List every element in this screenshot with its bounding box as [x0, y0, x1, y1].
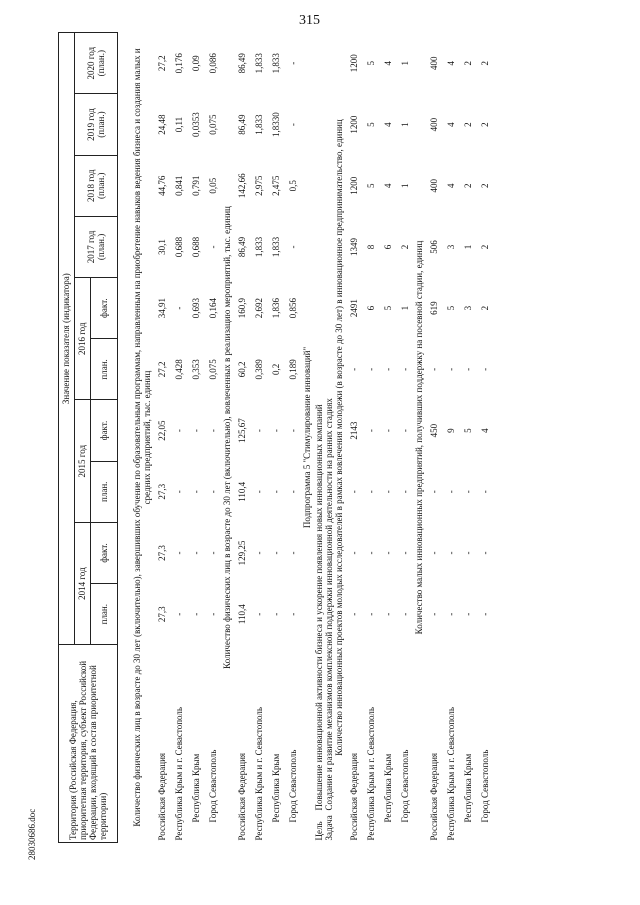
page-number: 315: [299, 13, 320, 28]
cell: -: [349, 490, 360, 494]
subprogram-title: Подпрограмма 5 "Стимулирование инноваций": [301, 346, 312, 529]
cell: 8: [366, 244, 377, 250]
row-label: Республика Крым и г. Севастополь: [254, 706, 265, 841]
cell: -: [366, 551, 377, 555]
cell: 1,833: [271, 236, 282, 258]
cell: -: [428, 551, 439, 555]
cell: -: [383, 490, 394, 494]
year-header-2020: 2020 год (план.): [75, 33, 118, 94]
cell: 4: [479, 428, 490, 433]
row-label: Российская Федерация: [157, 752, 168, 841]
cell: 129,25: [237, 540, 248, 566]
row-label: Город Севастополь: [400, 749, 411, 823]
indicator-value-header: Значение показателя (индикатора): [59, 33, 75, 645]
cell: 2: [462, 60, 473, 66]
cell: 86,49: [237, 236, 248, 258]
table-row: [380, 33, 397, 843]
cell: 5: [445, 305, 456, 311]
task-line: [324, 33, 334, 843]
cell: 4: [445, 122, 456, 127]
section-seed-stage-enterprises: [414, 33, 494, 843]
year-header-2017: 2017 год (план.): [75, 216, 118, 277]
cell: 1200: [349, 176, 360, 195]
table-row: [397, 33, 414, 843]
cell: 1200: [349, 54, 360, 73]
cell: -: [208, 490, 219, 494]
table-row: [426, 33, 443, 843]
cell: -: [174, 551, 185, 555]
cell: 9: [445, 428, 456, 433]
cell: 27,3: [157, 606, 168, 623]
cell: 0,09: [191, 55, 202, 72]
cell: 1200: [349, 115, 360, 134]
section-youth-involved: [222, 33, 302, 843]
cell: 5: [462, 428, 473, 433]
cell: -: [208, 245, 219, 249]
cell: 34,91: [157, 298, 168, 319]
cell: 1: [400, 122, 411, 127]
table-row: [234, 33, 251, 843]
cell: -: [271, 551, 282, 555]
cell: 400: [428, 117, 439, 132]
cell: 27,2: [157, 55, 168, 72]
cell: -: [462, 490, 473, 494]
table-row: [363, 33, 380, 843]
cell: 5: [366, 183, 377, 189]
row-label: Республика Крым: [462, 753, 473, 823]
cell: 0,841: [174, 175, 185, 196]
goal-line: [314, 33, 324, 843]
cell: 24,48: [157, 114, 168, 135]
cell: -: [445, 612, 456, 616]
cell: 0,791: [191, 175, 202, 196]
section-caption: Количество физических лиц в возрасте до 30 лет (включительно), вовлеченных в реализацию мероприятий, тыс. единиц: [221, 206, 232, 669]
indicator-table: [58, 32, 494, 843]
cell: 4: [383, 183, 394, 189]
fact-header: факт.: [91, 522, 118, 583]
row-label: Республика Крым и г. Севастополь: [174, 706, 185, 841]
document-code: 28030686.doc: [27, 808, 37, 860]
cell: -: [445, 490, 456, 494]
table-header: [59, 33, 118, 843]
cell: -: [462, 551, 473, 555]
cell: 0,353: [191, 359, 202, 380]
year-header-2019: 2019 год (план.): [75, 94, 118, 155]
cell: 1349: [349, 237, 360, 256]
cell: 0,075: [208, 359, 219, 380]
cell: 2: [479, 244, 490, 250]
cell: 27,3: [157, 545, 168, 561]
task-text: Создание и развитие механизмов комплексной поддержки инновационной деятельности на ранних стадиях: [323, 398, 334, 811]
cell: -: [383, 367, 394, 371]
cell: 6: [366, 305, 377, 311]
cell: -: [271, 429, 282, 433]
row-label: Город Севастополь: [208, 749, 219, 823]
cell: 2: [400, 244, 411, 250]
cell: -: [271, 490, 282, 494]
table-row: [285, 33, 302, 843]
cell: 0,0353: [191, 112, 202, 137]
cell: -: [174, 490, 185, 494]
cell: 0,688: [191, 236, 202, 258]
cell: -: [254, 429, 265, 433]
row-label: Российская Федерация: [428, 752, 439, 841]
cell: -: [428, 612, 439, 616]
row-label: Республика Крым и г. Севастополь: [366, 706, 377, 841]
cell: 60,2: [237, 361, 248, 378]
cell: -: [445, 367, 456, 371]
plan-header: план.: [91, 461, 118, 522]
cell: -: [462, 367, 473, 371]
cell: 2,475: [271, 175, 282, 196]
cell: -: [479, 612, 490, 616]
cell: 450: [428, 423, 439, 438]
cell: 0,688: [174, 236, 185, 258]
cell: 27,3: [157, 483, 168, 500]
cell: -: [349, 367, 360, 371]
cell: 1,8330: [271, 112, 282, 137]
cell: 0,11: [174, 116, 185, 133]
cell: -: [288, 245, 299, 249]
table-row: [460, 33, 477, 843]
cell: 0,389: [254, 359, 265, 380]
row-label: Республика Крым: [191, 753, 202, 823]
cell: -: [428, 367, 439, 371]
cell: -: [400, 612, 411, 616]
cell: 2: [479, 122, 490, 127]
cell: 1,833: [254, 114, 265, 135]
cell: -: [400, 551, 411, 555]
territory-column-header: Территория (Российская Федерация, приоритетная территория, субъект Российской Федерации, входящий в состав приоритетной территории): [59, 645, 118, 843]
subprogram-intro: [302, 33, 334, 843]
cell: 5: [366, 122, 377, 127]
section-youth-training: [118, 33, 222, 843]
cell: -: [400, 490, 411, 494]
cell: -: [479, 367, 490, 371]
cell: 86,49: [237, 114, 248, 135]
cell: 2143: [349, 421, 360, 440]
plan-header: план.: [91, 339, 118, 400]
cell: -: [400, 367, 411, 371]
goal-key: Цель: [313, 821, 324, 841]
cell: 0,428: [174, 359, 185, 380]
cell: -: [254, 612, 265, 616]
cell: -: [174, 612, 185, 616]
table-row: [251, 33, 268, 843]
section-caption: Количество инновационных проектов молодых исследователей в рамках вовлечения молодежи (в возрасте до 30 лет) в инновационное предпринимательство, единиц: [333, 119, 344, 756]
cell: -: [288, 123, 299, 127]
cell: 400: [428, 179, 439, 193]
cell: 1,833: [254, 236, 265, 258]
cell: 0,856: [288, 298, 299, 319]
table-row: [346, 33, 363, 843]
rotated-table-container: [58, 32, 581, 843]
plan-header: план.: [91, 584, 118, 645]
year-header-2018: 2018 год (план.): [75, 155, 118, 216]
year-header-2015: 2015 год: [75, 400, 91, 522]
cell: -: [383, 429, 394, 433]
cell: 3: [445, 244, 456, 250]
cell: 2,975: [254, 175, 265, 196]
section-caption: Количество физических лиц в возрасте до 30 лет (включительно), завершивших обучение по образовательным программам, направленным на приобретение навыков ведения бизнеса и создания малых и средних предприятий, тыс. единиц: [132, 48, 152, 827]
cell: 110,4: [237, 481, 248, 502]
goal-text: Повышение инновационной активности бизнеса и ускорение появления новых инновационных компаний: [313, 404, 324, 811]
cell: -: [479, 551, 490, 555]
row-label: Республика Крым и г. Севастополь: [445, 706, 456, 841]
cell: -: [400, 429, 411, 433]
section-young-researchers: [334, 33, 414, 843]
cell: -: [479, 490, 490, 494]
cell: -: [208, 551, 219, 555]
cell: 0,5: [288, 180, 299, 192]
cell: -: [349, 551, 360, 555]
cell: -: [288, 490, 299, 494]
table-row: [268, 33, 285, 843]
cell: -: [383, 612, 394, 616]
task-key: Задача: [323, 815, 334, 841]
cell: 2: [462, 122, 473, 127]
cell: 5: [383, 305, 394, 311]
cell: 619: [428, 301, 439, 315]
row-label: Республика Крым: [383, 753, 394, 823]
cell: -: [366, 367, 377, 371]
table-row: [188, 33, 205, 843]
cell: 1: [400, 305, 411, 311]
cell: 4: [445, 60, 456, 66]
year-header-2014: 2014 год: [75, 522, 91, 644]
cell: -: [288, 612, 299, 616]
cell: 6: [383, 244, 394, 250]
table-row: [205, 33, 222, 843]
cell: -: [191, 429, 202, 433]
cell: 27,2: [157, 361, 168, 378]
cell: 506: [428, 240, 439, 254]
cell: 4: [445, 183, 456, 189]
cell: 2: [479, 305, 490, 311]
cell: 44,76: [157, 175, 168, 196]
cell: 0,2: [271, 363, 282, 375]
table-row: [171, 33, 188, 843]
cell: -: [366, 490, 377, 494]
fact-header: факт.: [91, 278, 118, 339]
cell: 2: [479, 183, 490, 189]
cell: 0,693: [191, 298, 202, 319]
cell: -: [383, 551, 394, 555]
cell: -: [191, 551, 202, 555]
cell: 1,836: [271, 298, 282, 319]
cell: -: [366, 429, 377, 433]
cell: 1,833: [271, 53, 282, 74]
cell: -: [366, 612, 377, 616]
cell: -: [445, 551, 456, 555]
row-label: Российская Федерация: [237, 752, 248, 841]
section-caption: Количество малых инновационных предприятий, получивших поддержку на посевной стадии, единиц: [413, 240, 424, 635]
cell: 0,075: [208, 114, 219, 135]
table-row: [154, 33, 171, 843]
cell: -: [254, 490, 265, 494]
cell: -: [288, 61, 299, 65]
cell: 400: [428, 56, 439, 70]
cell: -: [288, 551, 299, 555]
fact-header: факт.: [91, 400, 118, 461]
cell: 0,189: [288, 359, 299, 380]
table-row: [477, 33, 494, 843]
cell: -: [208, 612, 219, 616]
cell: -: [208, 429, 219, 433]
cell: 1: [400, 60, 411, 66]
cell: -: [349, 612, 360, 616]
cell: 1: [400, 183, 411, 189]
cell: 110,4: [237, 604, 248, 625]
cell: -: [462, 612, 473, 616]
table-row: [443, 33, 460, 843]
cell: 160,9: [237, 298, 248, 319]
cell: -: [288, 429, 299, 433]
year-header-2016: 2016 год: [75, 278, 91, 400]
cell: 2,692: [254, 298, 265, 319]
cell: -: [191, 612, 202, 616]
cell: 4: [383, 60, 394, 66]
cell: 0,086: [208, 53, 219, 74]
cell: 1: [462, 244, 473, 250]
cell: 1,833: [254, 53, 265, 74]
cell: 0,164: [208, 298, 219, 319]
cell: 30,1: [157, 239, 168, 255]
cell: 0,05: [208, 177, 219, 194]
row-label: Российская Федерация: [349, 752, 360, 841]
cell: 86,49: [237, 53, 248, 74]
cell: 125,67: [237, 418, 248, 443]
cell: 3: [462, 305, 473, 311]
cell: -: [174, 306, 185, 310]
row-label: Город Севастополь: [288, 749, 299, 823]
cell: 22,05: [157, 420, 168, 441]
cell: -: [174, 429, 185, 433]
cell: 2491: [349, 299, 360, 318]
cell: 0,176: [174, 53, 185, 74]
cell: 2: [479, 60, 490, 66]
cell: 5: [366, 60, 377, 66]
cell: 4: [383, 122, 394, 127]
cell: -: [271, 612, 282, 616]
cell: 2: [462, 183, 473, 189]
row-label: Город Севастополь: [479, 749, 490, 823]
cell: -: [191, 490, 202, 494]
cell: -: [254, 551, 265, 555]
cell: 142,66: [237, 173, 248, 199]
cell: -: [428, 490, 439, 494]
row-label: Республика Крым: [271, 753, 282, 823]
